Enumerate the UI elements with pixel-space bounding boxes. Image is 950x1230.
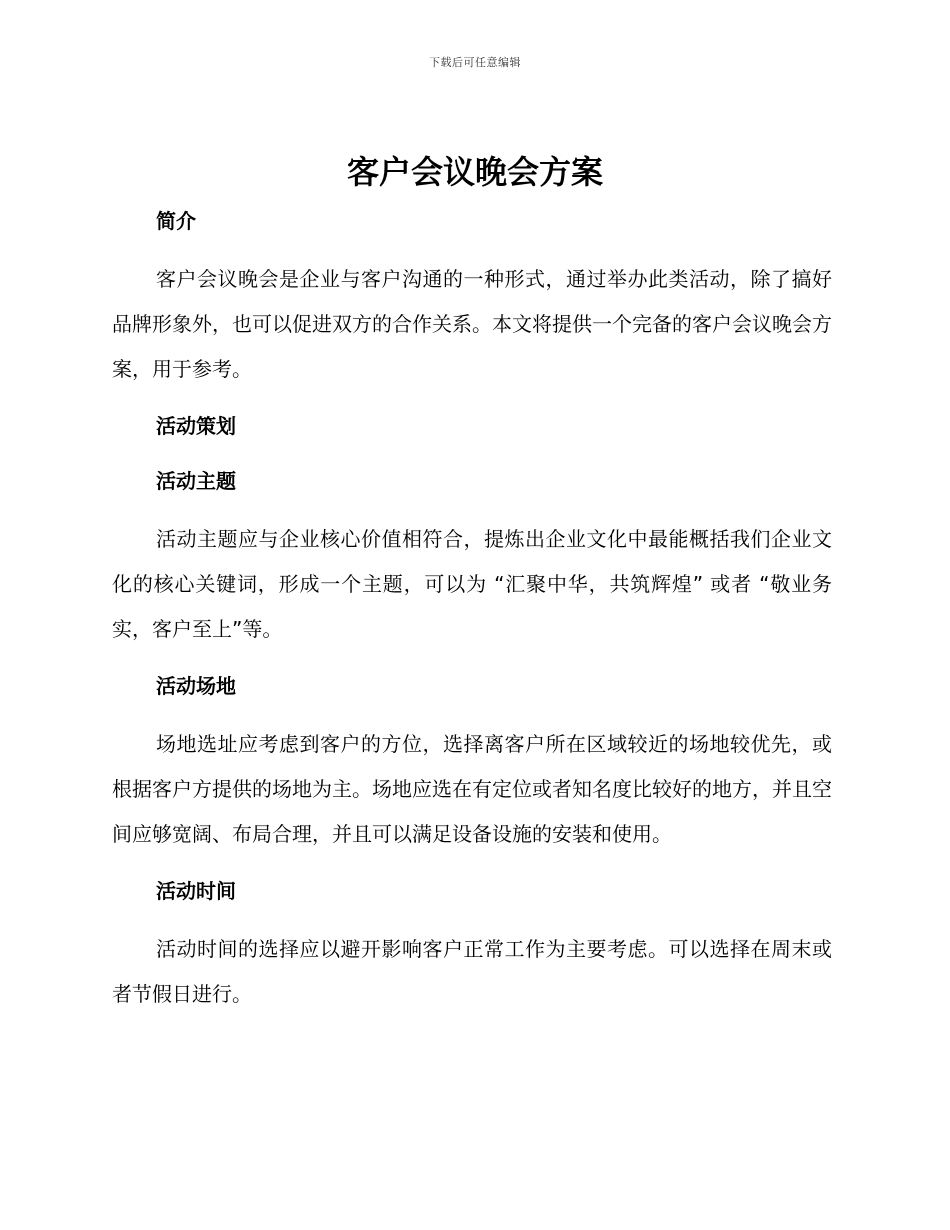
section-heading-venue: 活动场地: [156, 674, 236, 698]
section-paragraph-venue: 场地选址应考虑到客户的方位，选择离客户所在区域较近的场地较优先，或根据客户方提供的场地为主。场地应选在有定位或者知名度比较好的地方，并且空间应够宽阔、布局合理，并且可以满足设备设施的安装和使用。: [112, 732, 832, 846]
section-paragraph-theme: 活动主题应与企业核心价值相符合，提炼出企业文化中最能概括我们企业文化的核心关键词，形成一个主题，可以为 “汇聚中华，共筑辉煌” 或者 “敬业务实，客户至上”等。: [112, 527, 832, 641]
document-title: 客户会议晚会方案: [346, 153, 603, 191]
section-paragraph-intro: 客户会议晚会是企业与客户沟通的一种形式，通过举办此类活动，除了搞好品牌形象外，也可以促进双方的合作关系。本文将提供一个完备的客户会议晚会方案，用于参考。: [112, 267, 832, 381]
header-note: 下载后可任意编辑: [429, 56, 521, 69]
document-body: [112, 200, 832, 1017]
section-heading-planning: 活动策划: [156, 414, 236, 438]
section-heading-theme: 活动主题: [156, 469, 236, 493]
section-heading-intro: 简介: [156, 209, 196, 233]
section-heading-time: 活动时间: [156, 879, 236, 903]
section-paragraph-time: 活动时间的选择应以避开影响客户正常工作为主要考虑。可以选择在周末或者节假日进行。: [112, 937, 832, 1006]
